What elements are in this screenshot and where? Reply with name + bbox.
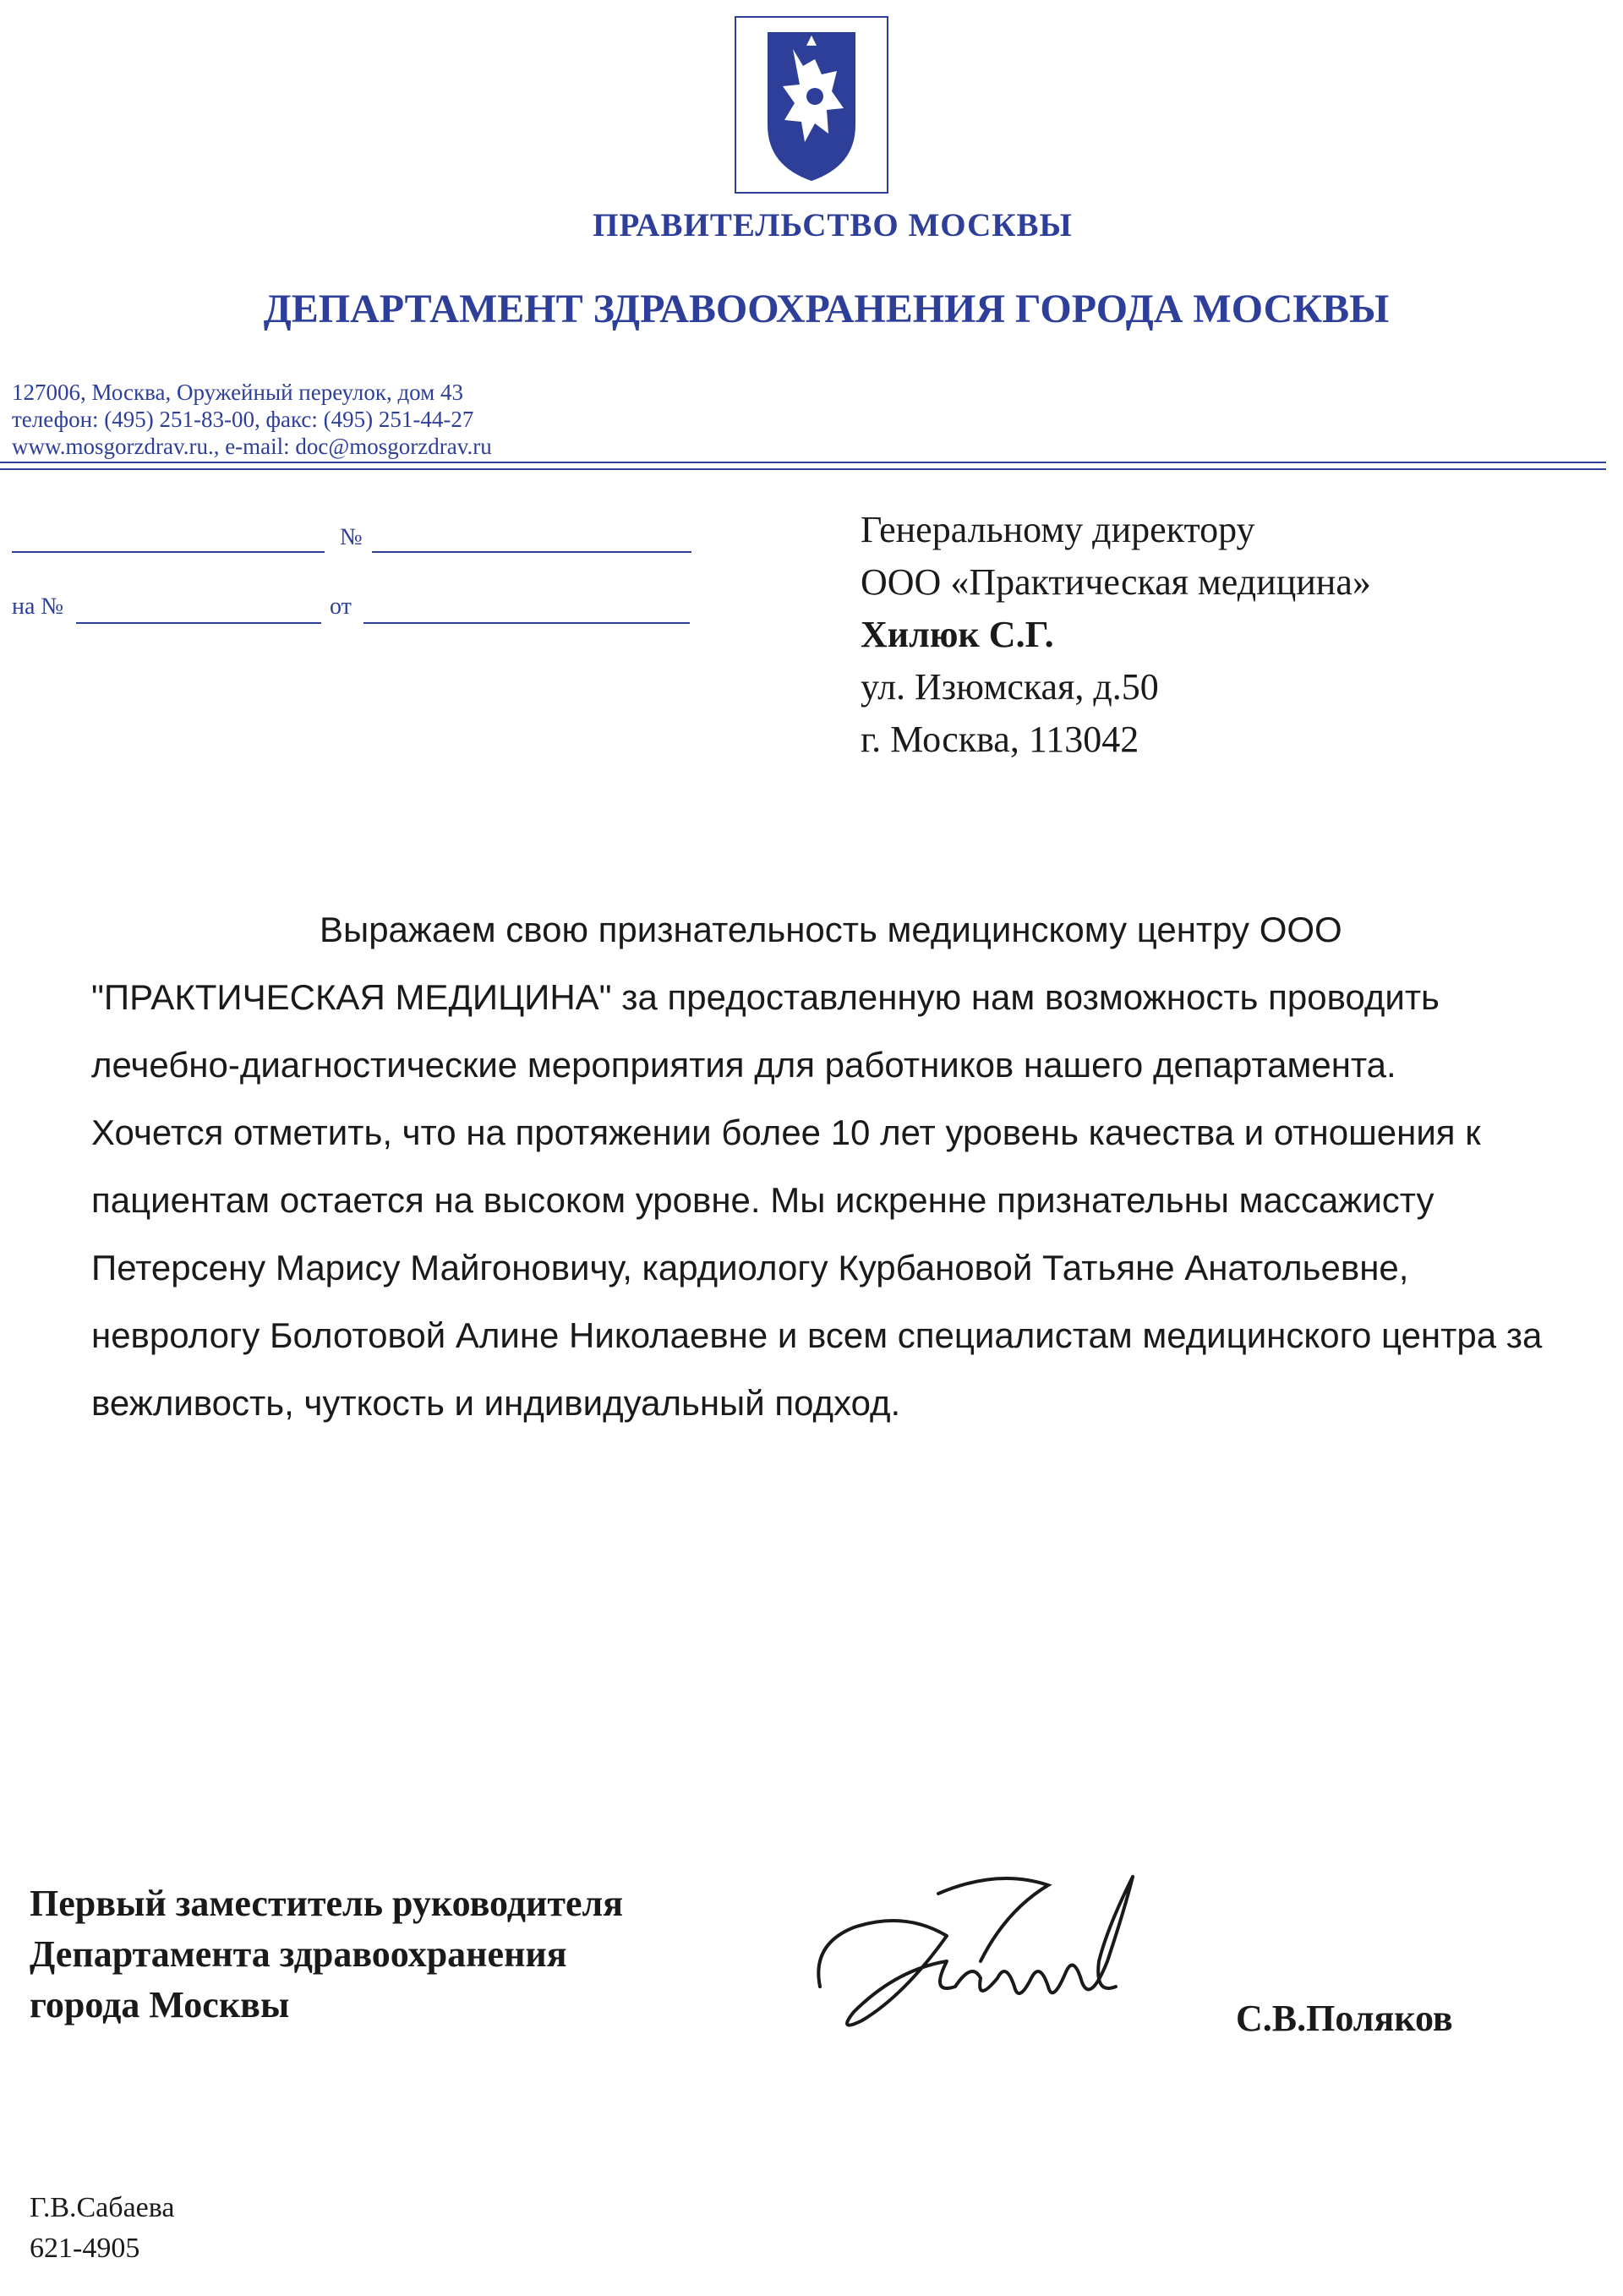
letterhead-rule: [0, 462, 1606, 463]
web-line: www.mosgorzdrav.ru., e-mail: doc@mosgorzdrav.ru: [12, 434, 492, 459]
executor-phone: 621-4905: [30, 2233, 140, 2264]
recipient-street: ул. Изюмская, д.50: [861, 666, 1159, 708]
executor-block: [30, 2188, 174, 2269]
recipient-position: Генеральному директору: [861, 509, 1255, 550]
ref-label: на №: [12, 593, 64, 620]
recipient-block: [861, 504, 1371, 766]
signatory-position-line2: Департамента здравоохранения: [30, 1933, 567, 1975]
letter-body: [91, 896, 1545, 1437]
body-paragraph-2: Хочется отметить, что на протяжении более 10 лет уровень качества и отношения к пациентам остается на высоком уровне. Мы искренне признательны массажисту Петерсену Марису Майгоновичу, кардиологу Курбановой Татьяне Анатольевне, неврологу Болотовой Алине Николаевне и всем специалистам медицинского центра за вежливость, чуткость и индивидуальный подход.: [91, 1112, 1543, 1423]
signatory-position-line3: города Москвы: [30, 1984, 290, 2025]
ref-number-blank: [76, 622, 321, 624]
signatory-name: С.В.Поляков: [1236, 1998, 1453, 2039]
phone-line: телефон: (495) 251-83-00, факс: (495) 251-44-27: [12, 407, 474, 432]
from-label: от: [330, 593, 352, 620]
handwritten-signature: [803, 1860, 1209, 2054]
body-paragraph-1: [91, 896, 1545, 1099]
government-title: ПРАВИТЕЛЬСТВО МОСКВЫ: [593, 207, 1073, 243]
recipient-city: г. Москва, 113042: [861, 719, 1139, 760]
ref-date-blank: [363, 622, 690, 624]
executor-name: Г.В.Сабаева: [30, 2192, 175, 2223]
signatory-position-line1: Первый заместитель руководителя: [30, 1883, 624, 1924]
recipient-name: Хилюк С.Г.: [861, 614, 1054, 655]
date-blank: [12, 551, 325, 553]
body-paragraph-1-text: Выражаем свою признательность медицинскому центру ООО "ПРАКТИЧЕСКАЯ МЕДИЦИНА" за предоставленную нам возможность проводить лечебно-диагностические мероприятия для работников нашего департамента.: [91, 910, 1440, 1085]
department-title: ДЕПАРТАМЕНТ ЗДРАВООХРАНЕНИЯ ГОРОДА МОСКВЫ: [263, 287, 1390, 331]
letterhead-rule-second: [0, 468, 1606, 470]
number-label: №: [340, 524, 363, 550]
moscow-coat-of-arms-icon: [734, 15, 889, 194]
number-blank: [372, 551, 691, 553]
signatory-position: [30, 1878, 623, 2031]
address-line: 127006, Москва, Оружейный переулок, дом 43: [12, 380, 464, 405]
recipient-company: ООО «Практическая медицина»: [861, 561, 1371, 603]
